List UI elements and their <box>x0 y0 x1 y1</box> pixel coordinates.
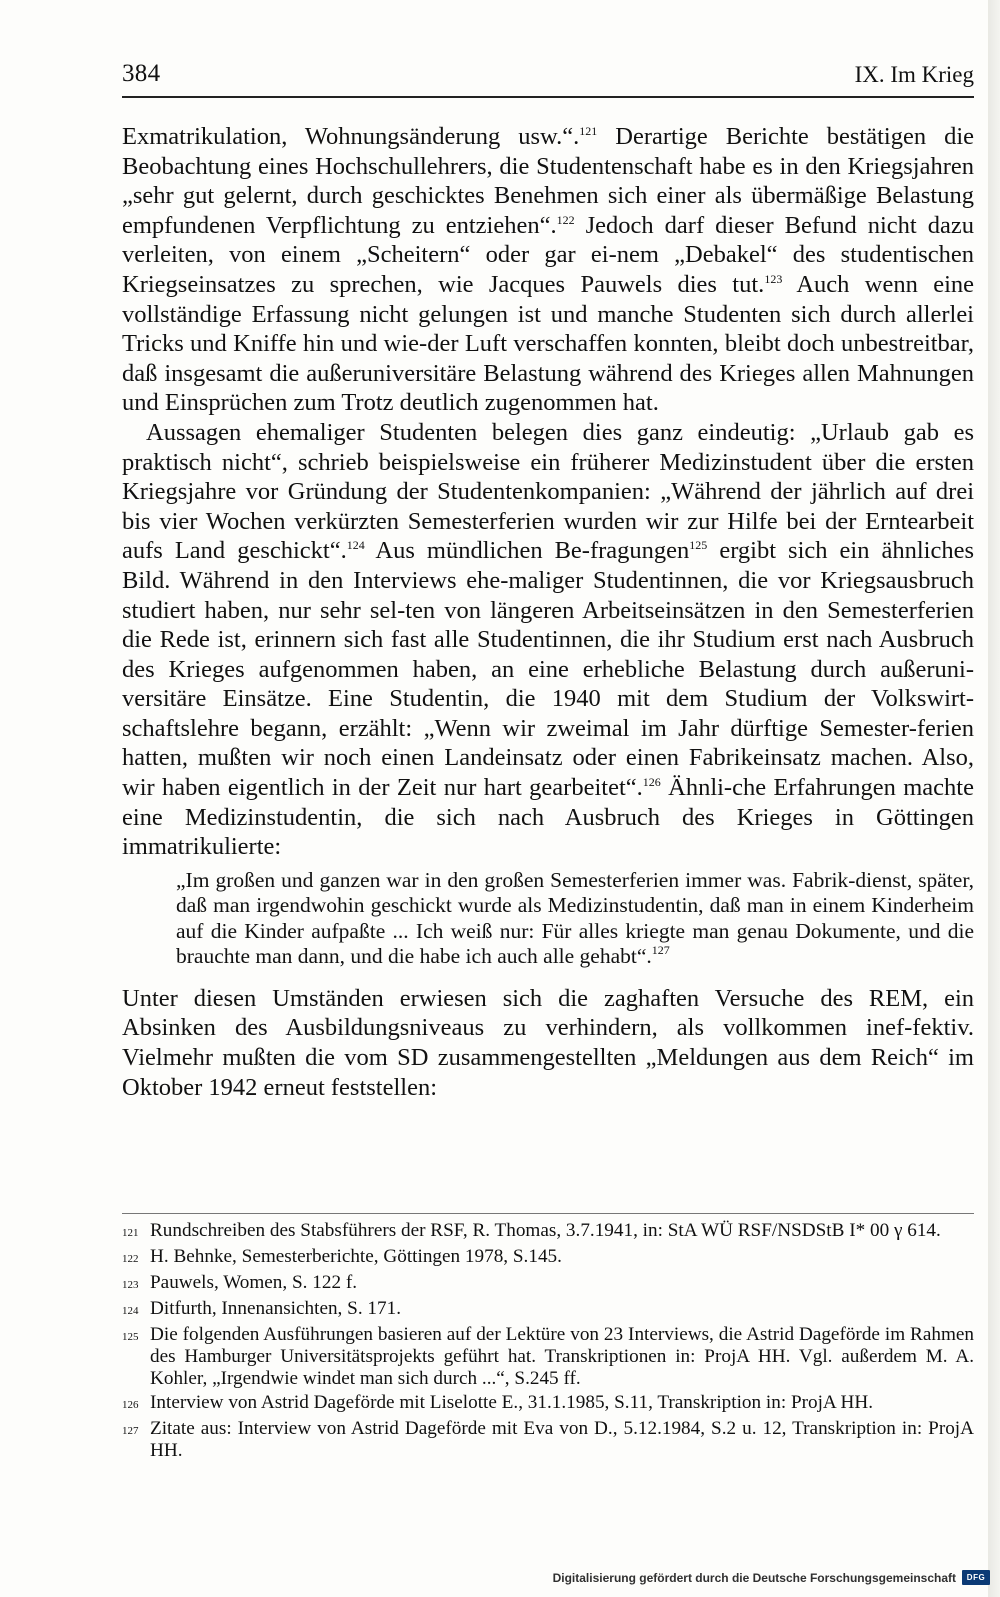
footnote-ref[interactable]: 124 <box>346 538 365 553</box>
footnote <box>122 1298 974 1322</box>
text-run: Aus mündlichen Be-fragungen <box>364 537 690 565</box>
footnote-text: Ditfurth, Innenansichten, S. 171. <box>150 1298 401 1319</box>
footnote <box>122 1324 974 1390</box>
footnote-ref[interactable]: 125 <box>689 538 708 553</box>
quote-text: „Im großen und ganzen war in den großen Semesterferien immer was. Fabrik-dienst, später, daß man irgendwohin geschickt wurde als Medizinstudentin, daß man in einem Kinderheim auf die Kinder aufpaßte ... Ich weiß nur: Für alles kriegte man genau Dokumente, und die brauchte man dann, und die habe ich auch alle gehabt“. <box>176 867 974 969</box>
paragraph-2 <box>122 418 974 862</box>
footnote-ref[interactable]: 127 <box>651 943 670 958</box>
footnote-ref[interactable]: 122 <box>556 212 575 227</box>
footnote <box>122 1246 974 1270</box>
footnote-ref[interactable]: 121 <box>579 124 598 138</box>
footnote <box>122 1418 974 1462</box>
footnote-text: Rundschreiben des Stabsführers der RSF, R. Thomas, 3.7.1941, in: StA WÜ RSF/NSDStB I* 00 γ 614. <box>150 1220 941 1241</box>
text-run: Jedoch darf dieser Befund nicht dazu verleiten, von einem „Scheitern“ oder gar ei-nem „Debakel“ des studentischen Kriegseinsatzes zu sprechen, wie Jacques Pauwels dies tut. <box>122 211 974 298</box>
footnote-text: Interview von Astrid Dageförde mit Liselotte E., 31.1.1985, S.11, Transkription in: ProjA HH. <box>150 1392 874 1413</box>
text-run: Exmatrikulation, Wohnungsänderung usw.“. <box>122 123 580 150</box>
paragraph-3 <box>122 984 974 1102</box>
footnote-text: Zitate aus: Interview von Astrid Dageförde mit Eva von D., 5.12.1984, S.2 u. 12, Transkription in: ProjA HH. <box>150 1418 974 1461</box>
footnote-number: 125 <box>122 1331 139 1343</box>
footnote-number: 127 <box>122 1425 139 1437</box>
footnote-ref[interactable]: 123 <box>764 271 783 286</box>
footnote <box>122 1272 974 1296</box>
footnote-text: Die folgenden Ausführungen basieren auf der Lektüre von 23 Interviews, die Astrid Dageförde im Rahmen des Hamburger Universitätsprojekts geführt hat. Transkriptionen in: ProjA HH. Vgl. außerdem M. A. Kohler, „Irgendwie windet man sich durch ...“, S.245 ff. <box>150 1324 974 1389</box>
footnotes <box>122 1213 974 1464</box>
chapter-title: IX. Im Krieg <box>854 62 974 87</box>
footnote-number: 126 <box>122 1399 139 1411</box>
text-run: Auch wenn eine vollständige Erfassung nicht gelungen ist und manche Studenten sich durch allerlei Tricks und Kniffe hin und wie-der Luft verschaffen konnten, bleibt doch unbestreitbar, daß insgesamt die außeruniversitäre Belastung während des Krieges allen Mahnungen und Einsprüchen zum Trotz deutlich zugenommen hat. <box>122 270 974 417</box>
text-run: ergibt sich ein ähnliches Bild. Während in den Interviews ehe-maliger Studentinnen, die vor Kriegsausbruch studiert haben, nur sehr sel-ten von längeren Arbeitseinsätzen in den Semesterferien die Rede ist, erinnern sich fast alle Studentinnen, die ihr Studium erst nach Ausbruch des Krieges aufgenommen haben, an eine erhebliche Belastung durch außeruni-versitäre Einsätze. Eine Studentin, die 1940 mit dem Studium der Volkswirt-schaftslehre begann, erzählt: „Wenn wir zweimal im Jahr dürftige Semester-ferien hatten, mußten wir noch einen Landeinsatz oder einen Fabrikeinsatz machen. Also, wir haben eigentlich in der Zeit nur hart gearbeitet“. <box>122 537 975 802</box>
footnote-number: 123 <box>122 1279 139 1291</box>
scan-edge <box>988 0 1000 1597</box>
footnote-number: 122 <box>122 1253 139 1265</box>
block-quote <box>176 868 974 970</box>
running-head <box>122 56 974 98</box>
page-number: 384 <box>122 60 161 87</box>
digitization-text: Digitalisierung gefördert durch die Deutsche Forschungsgemeinschaft <box>552 1570 956 1585</box>
paragraph-1 <box>122 122 974 418</box>
digitization-notice <box>553 1570 990 1585</box>
footnote <box>122 1392 974 1416</box>
footnote-ref[interactable]: 126 <box>642 775 661 790</box>
dfg-logo: DFG <box>962 1570 990 1585</box>
footnote <box>122 1220 974 1244</box>
text-run: Ähnli-che Erfahrungen machte eine Medizinstudentin, die sich nach Ausbruch des Krieges in Göttingen immatrikulierte: <box>122 774 974 861</box>
text-run: Derartige Berichte bestätigen die Beobachtung eines Hochschullehrers, die Studentenschaft habe es in den Kriegsjahren „sehr gut gelernt, durch geschicktes Benehmen sich einer als übermäßige Belastung empfundenen Verpflichtung zu entziehen“. <box>122 123 974 239</box>
footnote-text: H. Behnke, Semesterberichte, Göttingen 1978, S.145. <box>150 1246 562 1267</box>
main-text <box>122 122 974 1102</box>
text-run: Unter diesen Umständen erwiesen sich die zaghaften Versuche des REM, ein Absinken des Ausbildungsniveaus zu verhindern, als vollkommen inef-fektiv. Vielmehr mußten die vom SD zusammengestellten „Meldungen aus dem Reich“ im Oktober 1942 erneut feststellen: <box>122 984 974 1101</box>
text-run: Aussagen ehemaliger Studenten belegen dies ganz eindeutig: „Urlaub gab es praktisch nicht“, schrieb beispielsweise ein früherer Medizinstudent über die ersten Kriegsjahre vor Gründung der Studentenkompanien: „Während der jährlich auf drei bis vier Wochen verkürzten Semesterferien wurden wir zur Hilfe bei der Erntearbeit aufs Land geschickt“. <box>122 418 974 565</box>
footnote-number: 124 <box>122 1305 139 1317</box>
footnote-number: 121 <box>122 1227 139 1239</box>
footnote-text: Pauwels, Women, S. 122 f. <box>150 1272 358 1293</box>
